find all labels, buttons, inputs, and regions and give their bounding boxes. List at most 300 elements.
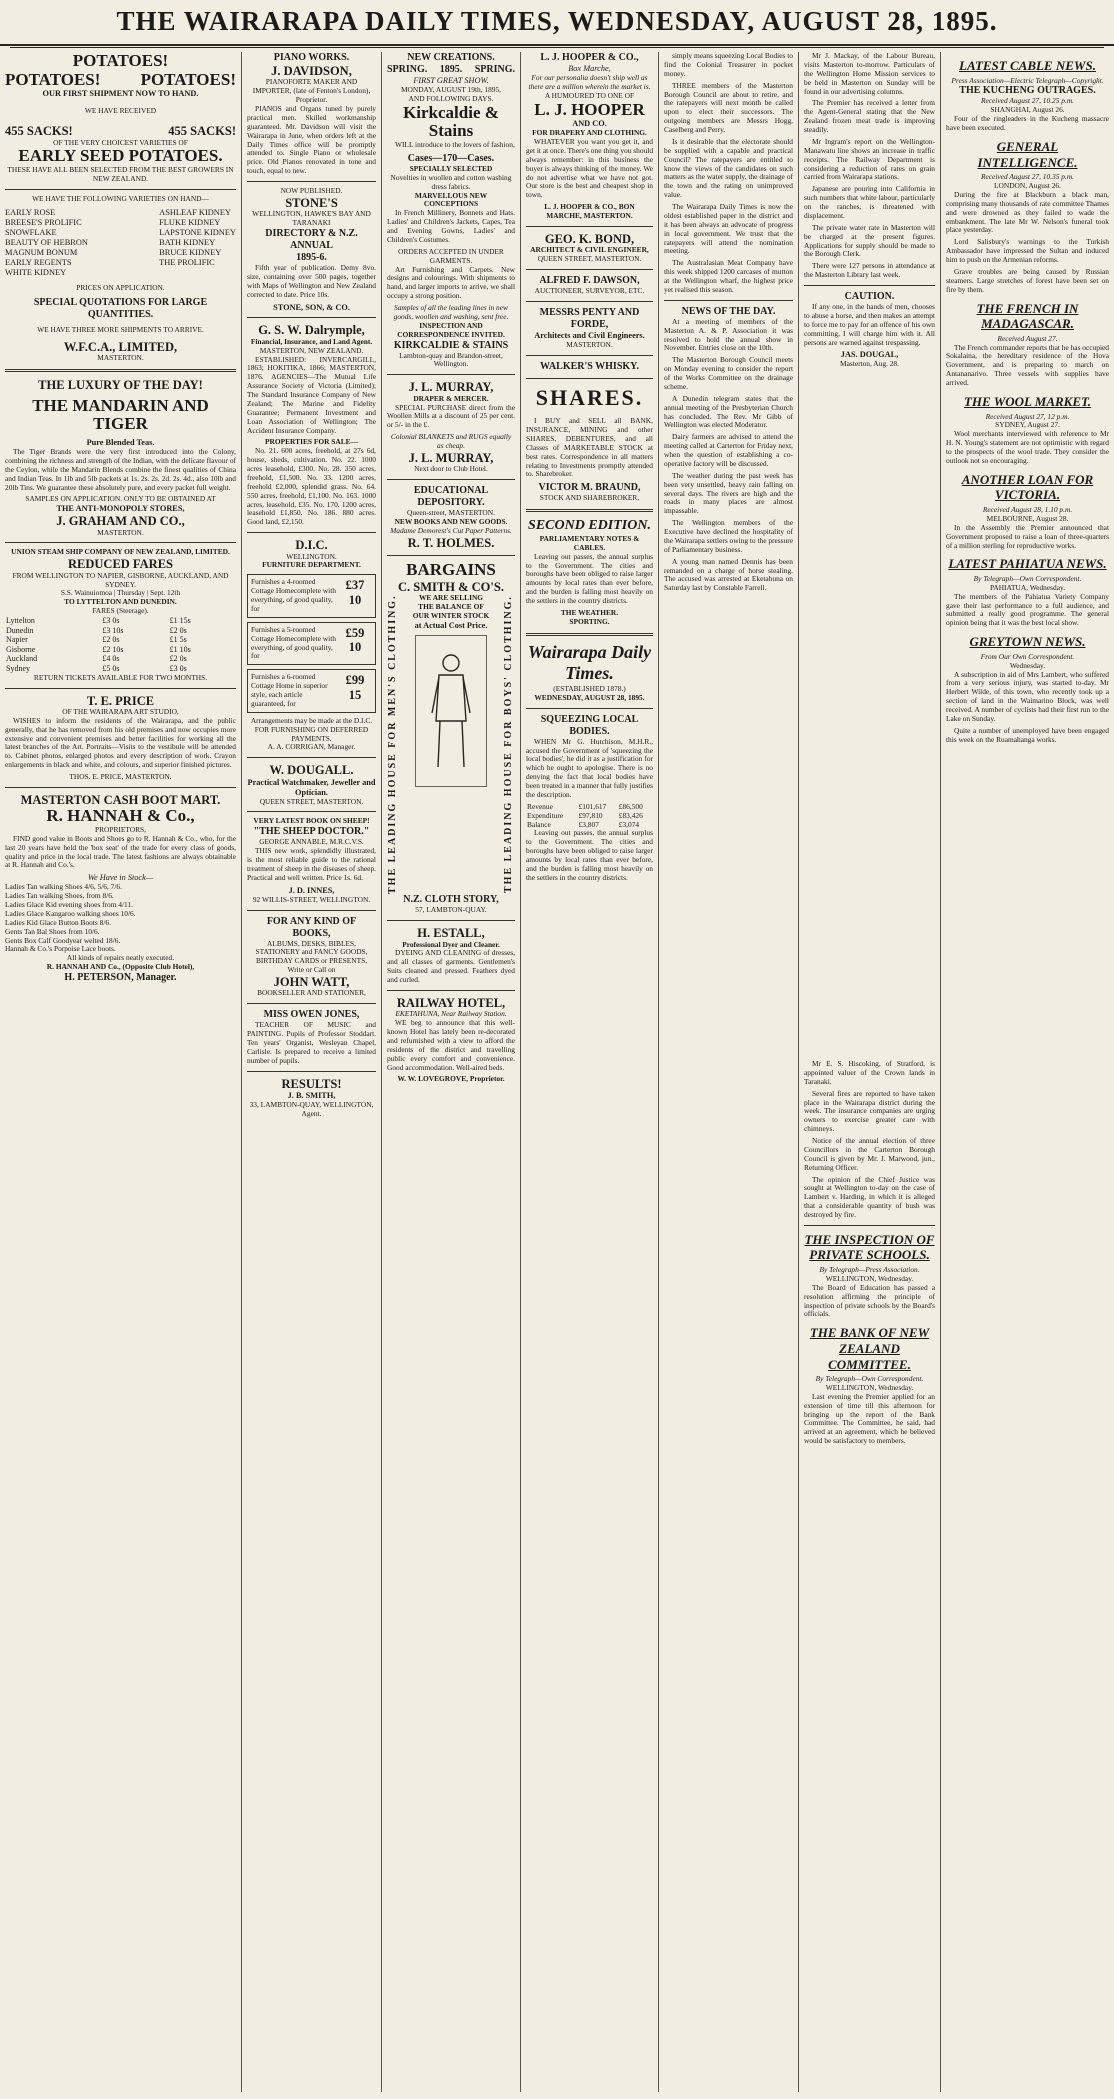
c-smith-heading: C. SMITH & CO'S. bbox=[398, 579, 504, 594]
watt-name: JOHN WATT, bbox=[273, 975, 350, 990]
sporting-heading: SPORTING. bbox=[569, 616, 610, 626]
divider bbox=[5, 787, 236, 788]
educational-address: Queen-street, MASTERTON. bbox=[407, 508, 495, 518]
murray-address: Next door to Club Hotel. bbox=[414, 464, 488, 474]
graham-name: J. GRAHAM AND CO., bbox=[56, 514, 185, 529]
sacks-row bbox=[5, 124, 236, 138]
dougal-sub: Masterton, Aug. 28. bbox=[840, 359, 899, 369]
dic-offer-text: Furnishes a 6-roomed Cottage Home in superior style, each article guaranteed, for bbox=[251, 672, 328, 708]
divider bbox=[247, 910, 376, 911]
variety-item: WHITE KIDNEY bbox=[5, 268, 67, 278]
specially-selected: SPECIALLY SELECTED bbox=[409, 163, 493, 173]
news-para: The Premier has received a letter from the Agent-General stating that the New Zealand frozen meat trade is improving steadily. bbox=[804, 98, 935, 134]
news-para: Several fires are reported to have taken place in the Wairarapa district during the week. The insurance companies are urging owners to exercise greater care with chimneys. bbox=[804, 1088, 935, 1134]
fare-saloon: £3 0s bbox=[102, 616, 120, 626]
hooper-footer: L. J. HOOPER & CO., BON MARCHE, MASTERTON. bbox=[544, 202, 635, 221]
news-para: Mr Ingram's report on the Wellington-Manawatu line shows an increase in traffic receipts. The Railway Department is considering a reduction of rates on grain carried from Wairarapa stations. bbox=[804, 136, 935, 182]
news-para: The opinion of the Chief Justice was sought at Wellington to-day on the case of Lambert v. Harding, in which it is alleged that a considerable quantity of bush was destroyed by fire. bbox=[804, 1174, 935, 1219]
divider bbox=[5, 189, 236, 190]
variety-item: LAPSTONE KIDNEY bbox=[159, 227, 236, 237]
column-2 bbox=[242, 52, 381, 2092]
from-wellington: FROM WELLINGTON TO NAPIER, GISBORNE, AUCKLAND, AND SYDNEY. bbox=[12, 570, 229, 589]
sheep-body: THIS new work, splendidly illustrated, is the most reliable guide to the rational treatment of sheep in the diseases of sheep. Practical and well written. Price 1s. 6d. bbox=[247, 846, 376, 882]
masthead-rule bbox=[10, 47, 1104, 48]
list-item: Ladies Glace Kangaroo walking shoes 10/6. bbox=[5, 908, 136, 918]
man-figure-icon bbox=[428, 651, 474, 771]
early-seed-heading: EARLY SEED POTATOES. bbox=[18, 146, 223, 166]
divider bbox=[387, 479, 515, 480]
railway-sub: EKETAHUNA, Near Railway Station. bbox=[395, 1009, 507, 1019]
fares-heading: FARES (Steerage). bbox=[92, 606, 149, 616]
bond-address: QUEEN STREET, MASTERTON. bbox=[537, 254, 642, 264]
samples-text: SAMPLES ON APPLICATION. ONLY TO BE OBTAINED AT bbox=[25, 494, 216, 504]
dic-note: Arrangements may be made at the D.I.C. FOR FURNISHING ON DEFERRED PAYMENTS. bbox=[250, 715, 373, 743]
filler-text: Leaving out passes, the annual surplus to the Government. The cities and boroughs have been obliged to raise larger amounts by local rates than ever before, and the burden is falling most heavily on the settlers in the country districts. bbox=[526, 551, 653, 606]
greytown-heading: GREYTOWN NEWS. bbox=[969, 634, 1086, 650]
nz-cloth-address: 57, LAMBTON-QUAY. bbox=[415, 905, 487, 915]
varieties-left-list bbox=[5, 208, 88, 279]
wfca-town: MASTERTON. bbox=[97, 353, 144, 363]
murray-body: SPECIAL PURCHASE direct from the Woollen Mills at a discount of 25 per cent. or 5/- in the £. bbox=[387, 402, 515, 430]
first-shipment: OUR FIRST SHIPMENT NOW TO HAND. bbox=[42, 89, 199, 99]
hooper-sub: Box Marche, bbox=[568, 64, 611, 73]
stones-title: STONE'S bbox=[285, 195, 338, 210]
nz-cloth-story: N.Z. CLOTH STORY, bbox=[403, 894, 499, 906]
column-8 bbox=[941, 52, 1114, 2092]
railway-hotel: RAILWAY HOTEL, bbox=[396, 995, 506, 1010]
dic-heading: D.I.C. bbox=[295, 538, 328, 553]
potatoes-left: POTATOES! bbox=[5, 69, 101, 89]
penty-address: MASTERTON. bbox=[566, 339, 613, 349]
news-para: The Masterton Borough Council meets on Monday evening to consider the report of the Works Committee on the drainage scheme. bbox=[664, 355, 793, 391]
varieties-heading: WE HAVE THE FOLLOWING VARIETIES ON HAND— bbox=[32, 193, 209, 203]
fare-saloon: £5 0s bbox=[102, 664, 120, 674]
show-date: MONDAY, AUGUST 19th, 1895, bbox=[400, 84, 502, 94]
dateline: PAHIATUA, Wednesday. bbox=[989, 582, 1066, 592]
fare-saloon: £2 10s bbox=[102, 644, 124, 654]
rate-value: £101,617 bbox=[578, 801, 607, 811]
now-published: NOW PUBLISHED. bbox=[280, 186, 343, 195]
fare-steerage: £2 0s bbox=[169, 654, 187, 664]
dic-offer-text: Furnishes a 4-roomed Cottage Homecomplete with everything, of good quality, for bbox=[251, 577, 336, 613]
hannah-prop: PROPRIETORS, bbox=[95, 824, 146, 834]
news-para: The Wellington members of the Executive have declined the hospitality of the Wairarapa settlers owing to the pressure of Parliamentary business. bbox=[664, 518, 793, 554]
properties-heading: PROPERTIES FOR SALE— bbox=[265, 437, 358, 447]
dic-offer bbox=[247, 574, 376, 618]
news-para: Mr J. Mackay, of the Labour Bureau, visits Masterton to-morrow. Particulars of the Wellington Home Mission services to be held in Masterton on Sunday will be found in our advertising columns. bbox=[804, 52, 935, 96]
variety-item: BREESE'S PROLIFIC bbox=[5, 217, 82, 227]
dougall-address: QUEEN STREET, MASTERTON. bbox=[259, 796, 364, 806]
rate-value: £86,500 bbox=[618, 801, 643, 811]
dalrymple-address: MASTERTON, NEW ZEALAND. bbox=[259, 345, 364, 355]
table-row bbox=[5, 654, 236, 664]
fare-port: Auckland bbox=[6, 654, 38, 664]
divider bbox=[247, 1003, 376, 1004]
watt-sub: BOOKSELLER AND STATIONER, bbox=[257, 988, 366, 998]
divider bbox=[387, 920, 515, 921]
list-item: Ladies Tan walking Shoes 4/6, 5/6, 7/6. bbox=[5, 882, 122, 892]
divider bbox=[247, 181, 376, 182]
news-para: The Australasian Meat Company have this week shipped 1200 carcases of mutton at the Wellington wharf, the highest price yet realised this season. bbox=[664, 258, 793, 294]
variety-item: THE PROLIFIC bbox=[159, 258, 215, 268]
wfca-name: W.F.C.A., LIMITED, bbox=[63, 340, 178, 355]
received-line: Received August 27, 10.25 p.m. bbox=[980, 96, 1075, 106]
sacks-right: 455 SACKS! bbox=[168, 124, 236, 139]
sailing-line: S.S. Wainuiomoa | Thursday | Sept. 12th bbox=[60, 588, 181, 598]
news-para: The weather during the past week has been very unsettled, heavy rain falling on several days. The rivers are high and the roads in many places are almost impassable. bbox=[664, 470, 793, 516]
fare-saloon: £2 0s bbox=[102, 635, 120, 645]
dateline: WELLINGTON, Wednesday. bbox=[825, 1382, 914, 1392]
dateline: WELLINGTON, Wednesday. bbox=[825, 1273, 914, 1283]
fares-table bbox=[5, 616, 236, 674]
varieties-list bbox=[5, 208, 236, 279]
murray-sub: DRAPER & MERCER. bbox=[413, 393, 489, 403]
lyttelton-heading: TO LYTTELTON AND DUNEDIN. bbox=[64, 597, 177, 607]
divider bbox=[387, 990, 515, 991]
variety-item: EARLY ROSE bbox=[5, 207, 56, 217]
news-para: A Dunedin telegram states that the annual meeting of the Presbyterian Church has concluded. The Rev. Mr Gibb of Wellington was elected Moderator. bbox=[664, 393, 793, 430]
kirkcaldie-name: Kirkcaldie & Stains bbox=[403, 102, 499, 141]
owen-heading: MISS OWEN JONES, bbox=[263, 1009, 360, 1021]
fare-port: Sydney bbox=[6, 664, 30, 674]
cable-para: In the Assembly the Premier announced that Government proposed to raise a loan of three-quarters of a million sterling for reproductive works. bbox=[946, 522, 1109, 550]
hannah-address: R. HANNAH AND Co., (Opposite Club Hotel), bbox=[46, 962, 195, 972]
newspaper-title: THE WAIRARAPA DAILY TIMES, WEDNESDAY, AUGUST 28, 1895. bbox=[116, 6, 998, 36]
clothing-ad-block bbox=[387, 594, 515, 894]
list-item: Gents Tan Bal Shoes from 10/6. bbox=[5, 926, 100, 936]
price-sub: OF THE WAIRARAPA ART STUDIO, bbox=[62, 706, 179, 716]
divider bbox=[526, 226, 653, 227]
divider bbox=[5, 688, 236, 689]
innes-name: J. D. INNES, bbox=[288, 885, 335, 895]
divider bbox=[387, 555, 515, 556]
dateline: SHANGHAI, August 26. bbox=[990, 105, 1065, 115]
kirkcaldie-body-3: Art Furnishing and Carpets. New designs and colourings. With shipments to hand, and larger imports to arrive, we shall occupy a strong position. bbox=[387, 264, 515, 301]
dic-sub: WELLINGTON. bbox=[286, 551, 337, 561]
list-item: Ladies Tan walking Shoes, from 8/6. bbox=[5, 891, 114, 901]
return-tickets: RETURN TICKETS AVAILABLE FOR TWO MONTHS. bbox=[33, 672, 208, 682]
cable-by: Press Association—Electric Telegraph—Copyright. bbox=[951, 75, 1104, 85]
braund-name: VICTOR M. BRAUND, bbox=[538, 482, 641, 494]
fare-saloon: £3 10s bbox=[102, 625, 124, 635]
dougal-name: JAS. DOUGAL, bbox=[840, 350, 899, 360]
cases-heading: Cases—170—Cases. bbox=[407, 152, 495, 164]
rate-label: Revenue bbox=[527, 801, 553, 811]
dawson-sub: AUCTIONEER, SURVEYOR, ETC. bbox=[534, 286, 645, 296]
dic-offer bbox=[247, 669, 376, 713]
hooper-co: AND CO. bbox=[572, 119, 607, 129]
price-heading: T. E. PRICE bbox=[86, 693, 155, 708]
estall-sub: Professional Dyer and Cleaner. bbox=[402, 939, 500, 949]
graham-town: MASTERTON. bbox=[97, 527, 144, 537]
news-para: Notice of the annual election of three Councillors in the Carterton Borough Council is given by Mr. J. Marwood, jun., Returning Officer. bbox=[804, 1136, 935, 1172]
directory-title: DIRECTORY & N.Z. ANNUAL bbox=[265, 228, 358, 251]
shares-body: I BUY and SELL all BANK, INSURANCE, MINING and other SHARES, DEBENTURES, and all Classes of MARKETABLE STOCK at best rates. Correspondence in all matters relating to Investments promptly attended to. Sharebroker. bbox=[526, 416, 653, 479]
price-name: THOS. E. PRICE, MASTERTON. bbox=[69, 772, 172, 782]
divider bbox=[664, 300, 793, 301]
following-days: AND FOLLOWING DAYS. bbox=[408, 93, 494, 103]
demorest: Madame Demorest's Cut Paper Patterns. bbox=[390, 525, 512, 535]
prices-text: PRICES ON APPLICATION. bbox=[76, 283, 165, 293]
union-ss: UNION STEAM SHIP COMPANY OF NEW ZEALAND, LIMITED. bbox=[11, 547, 230, 557]
received-line: Received August 27. bbox=[997, 333, 1058, 343]
editorial-para: WHEN Mr G. Hutchison, M.H.R., accused the Government of 'squeezing the local bodies', he did it as a justification for which he ought to apologise. There is no denying the fact that local bodies have been treated in a manner that fully justifies the description. bbox=[526, 736, 653, 799]
holmes-name: R. T. HOLMES. bbox=[407, 535, 495, 550]
news-para: The private water rate in Masterton will be charged at the present figures. Applications for supply should be made to the Borough Clerk. bbox=[804, 222, 935, 259]
samples-text: Samples of all the leading lines in new goods, woollen and washing, sent free. bbox=[393, 303, 509, 321]
murray-name: J. L. MURRAY, bbox=[408, 380, 494, 395]
humoured: A HUMOURED TO ONE OF bbox=[544, 90, 635, 100]
cable-heading: PARLIAMENTARY NOTES & CABLES. bbox=[539, 533, 640, 552]
list-item: Gents Box Calf Goodyear welted 18/6. bbox=[5, 935, 121, 945]
divider bbox=[526, 378, 653, 379]
established: (ESTABLISHED 1878.) bbox=[553, 683, 626, 693]
news-para: THREE members of the Masterton Borough Council are about to retire, and the ratepayers will next month be called upon to elect their successors. The outgoing members are Messrs Hogg, Caselberg and Perry. bbox=[664, 80, 793, 134]
cable-para: Grave troubles are being caused by Russian steamers. Large stretches of forest have been set on fire by them. bbox=[946, 266, 1109, 294]
cable-para: Four of the ringleaders in the Kucheng massacre have been executed. bbox=[946, 114, 1109, 133]
fare-steerage: £1 15s bbox=[169, 616, 191, 626]
fare-steerage: £2 0s bbox=[169, 625, 187, 635]
sacks-left: 455 SACKS! bbox=[5, 124, 73, 139]
cable-para: During the fire at Blackburn a black man, comprising many thousands of rate committee Thames and were drowned as they failed to wade the embankment. The late Mr W. Nelson's funeral took place yesterday. bbox=[946, 189, 1109, 235]
kirkcaldie-address: Lambton-quay and Brandon-street, Wellington. bbox=[399, 350, 503, 369]
potatoes-heading: POTATOES! bbox=[72, 52, 169, 70]
estall-name: H. ESTALL, bbox=[417, 926, 485, 941]
stock-list bbox=[5, 883, 236, 954]
fare-port: Dunedin bbox=[6, 625, 34, 635]
rate-value: £3,074 bbox=[618, 819, 640, 829]
bargains-heading: BARGAINS bbox=[406, 560, 496, 580]
orders-text: ORDERS ACCEPTED IN UNDER GARMENTS. bbox=[398, 246, 504, 265]
loan-heading: ANOTHER LOAN FOR VICTORIA. bbox=[961, 471, 1094, 503]
dougall-sub: Practical Watchmaker, Jeweller and Optician. bbox=[247, 777, 376, 797]
news-para: Dairy farmers are advised to attend the meeting called at Carterton for Friday next, when the question of establishing a co-operative factory will be discussed. bbox=[664, 432, 793, 468]
cable-para: Quite a number of unemployed have been engaged this week on the Ruamahanga works. bbox=[946, 725, 1109, 744]
kirkcaldie-body: WILL introduce to the lovers of fashion, bbox=[395, 140, 515, 150]
smith-address: 33, LAMBTON-QUAY, WELLINGTON, Agent. bbox=[249, 1100, 374, 1118]
table-row bbox=[5, 635, 236, 645]
column-4 bbox=[521, 52, 658, 2092]
cable-para: The French commander reports that he has occupied Sokalaina, the hereditary residence of the Hova Government, and is preparing to march on Antananarivo. Three vessels with supplies have arrived. bbox=[946, 342, 1109, 388]
news-para: There were 127 persons in attendance at the Masterton Library last week. bbox=[804, 261, 935, 280]
hooper-big: L. J. HOOPER bbox=[534, 99, 645, 119]
news-para: The Wairarapa Daily Times is now the oldest established paper in the district and it has been always an advocate of progress in local government. We trust that the ratepayers will attend the nomination meeting. bbox=[664, 202, 793, 256]
french-heading: THE FRENCH IN MADAGASCAR. bbox=[976, 300, 1079, 332]
received-line: Received August 27, 12 p.m. bbox=[985, 411, 1070, 421]
actual-cost: at Actual Cost Price. bbox=[414, 620, 488, 630]
received-line: Received August 28, 1.10 p.m. bbox=[982, 505, 1073, 514]
dougall-name: W. DOUGALL. bbox=[269, 763, 354, 778]
winter-stock-block bbox=[411, 594, 491, 894]
spring-left: SPRING. bbox=[387, 64, 428, 75]
books-heading: FOR ANY KIND OF BOOKS, bbox=[266, 915, 357, 939]
news-para: The Board of Education has passed a resolution affirming the principle of inspection of private schools by the Board's officials. bbox=[804, 1282, 935, 1319]
shares-heading: SHARES. bbox=[535, 384, 644, 410]
mandarin-body: The Tiger Brands were the very first introduced into the Colony, combining the richness and strength of the Indian, with the delicate flavour of the Ceylon, while the Mandarin Blends combine the finest qualities of China and Indian Teas. In 1lb and 5lb packets at 1s. 2s. 2s. 2d. 2s. 4d., also 10lb and 20lb Tins. We guarantee these absolutely pure, and every packet full weight. bbox=[5, 447, 236, 492]
caution-body: If any one, in the hands of men, chooses to abuse a horse, and then makes an attempt to force me to pay for an offence of his own committing, I will charge him with it. All persons are warned against trespassing. bbox=[804, 302, 935, 347]
davidson-body: PIANOS and Organs tuned by purely practical men. Skilled workmanship guaranteed. Mr. Davidson will visit the Wairarapa in June, when orders left at the Daily Times office will be promptly attended to. Single Piano or wholesale price. Old Pianos renovated in tone and touch, equal to new. bbox=[247, 104, 376, 176]
stones-sub: WELLINGTON, HAWKE'S BAY AND TARANAKI bbox=[252, 209, 371, 228]
wool-heading: THE WOOL MARKET. bbox=[963, 393, 1092, 409]
railway-body: WE beg to announce that this well-known Hotel has lately been re-decorated and refurnished with a view to afford the residents of the district and travelling public every comfort and convenience. Good accommodation. Well-aired beds. bbox=[387, 1018, 515, 1072]
cable-para: The members of the Pahiatua Variety Company gave their last performance to a full audience, and submitted a really good programme. The general opinion being that it was the best local show. bbox=[946, 591, 1109, 628]
divider bbox=[804, 1225, 935, 1226]
divider bbox=[526, 355, 653, 356]
dated: WEDNESDAY, AUGUST 28, 1895. bbox=[534, 692, 645, 702]
novelties: Novelties in woollen and cotton washing dress fabrics. bbox=[390, 172, 512, 191]
dateline: SYDNEY, August 27. bbox=[995, 420, 1060, 430]
divider bbox=[247, 532, 376, 533]
smith-name: J. B. SMITH, bbox=[287, 1091, 336, 1101]
divider bbox=[5, 542, 236, 543]
lovegrove: W. W. LOVEGROVE, Proprietor. bbox=[397, 1074, 505, 1084]
potatoes-row bbox=[5, 71, 236, 90]
fare-steerage: £1 5s bbox=[169, 635, 187, 645]
rate-value: £83,426 bbox=[618, 810, 643, 820]
pahiatua-heading: LATEST PAHIATUA NEWS. bbox=[948, 556, 1107, 572]
luxury-heading: THE LUXURY OF THE DAY! bbox=[38, 378, 203, 393]
variety-item: BRUCE KIDNEY bbox=[159, 248, 222, 258]
innes-address: 92 WILLIS-STREET, WELLINGTON. bbox=[252, 894, 371, 904]
books-body: ALBUMS, DESKS, BIBLES, STATIONERY and FANCY GOODS, BIRTHDAY CARDS or PRESENTS, Write or Call on bbox=[255, 938, 368, 975]
squeezing-heading: SQUEEZING LOCAL BODIES. bbox=[540, 713, 639, 737]
reduced-fares: REDUCED FARES bbox=[68, 557, 173, 572]
table-row bbox=[5, 645, 236, 655]
walker-whisky: WALKER'S WHISKY. bbox=[540, 360, 639, 372]
wdt-title: Wairarapa Daily Times. bbox=[527, 641, 652, 684]
news-para: Japanese are pouring into California in such numbers that white labour, particularly on the ranches, is threatened with displacement. bbox=[804, 184, 935, 220]
dic-offer bbox=[247, 622, 376, 666]
bond-sub: ARCHITECT & CIVIL ENGINEER, bbox=[530, 245, 649, 255]
fare-saloon: £4 0s bbox=[102, 654, 120, 664]
properties-body: No. 21. 600 acres, freehold, at 27s 6d, house, sheds, cultivation. No. 22. 1000 acres leasehold, £300. No. 28. 350 acres, freehold, £1,500. No. 33. 1200 acres, freehold £2,000, splendid grass. No. 64. 550 acres, freehold, £1,100. No. 163. 1000 acres, leasehold, £35. No. 170. 1200 acres, leasehold £1,850. No. 186. 880 acres. Good land, £2,150. bbox=[247, 446, 376, 527]
byline: By Telegraph—Press Association. bbox=[819, 1265, 920, 1275]
have-in-stock: We Have in Stock— bbox=[87, 873, 154, 883]
all-kinds: All kinds of repairs neatly executed. bbox=[66, 953, 175, 963]
fare-port: Napier bbox=[6, 635, 28, 645]
penty-name: MESSRS PENTY AND FORDE, bbox=[539, 306, 640, 330]
boys-clothing-vertical: THE LEADING HOUSE FOR BOYS' CLOTHING. bbox=[503, 595, 514, 894]
selected-text: THESE HAVE ALL BEEN SELECTED FROM THE BEST GROWERS IN NEW ZEALAND. bbox=[7, 165, 234, 184]
new-books: NEW BOOKS AND NEW GOODS. bbox=[394, 517, 508, 527]
varieties-right-list bbox=[159, 208, 236, 279]
sheep-title: "THE SHEEP DOCTOR." bbox=[253, 826, 370, 838]
hooper-line: For our personalia doesn't ship well as there are a million wherein the market is. bbox=[528, 72, 651, 91]
choicest-text: OF THE VERY CHOICEST VARIETIES OF bbox=[53, 137, 188, 147]
variety-item: SNOWFLAKE bbox=[5, 227, 57, 237]
fare-port: Gisborne bbox=[6, 644, 36, 654]
divider bbox=[526, 633, 653, 636]
peterson-manager: H. PETERSON, Manager. bbox=[64, 972, 177, 984]
list-item: Ladies Glace Kid evening shoes from 4/11. bbox=[5, 900, 134, 910]
news-para: Is it desirable that the electorate should be supplied with a capable and practical Council? The ratepayers are entitled to know the views of the candidates on such matters as the water supply, the drainage of the town and the rating on unimproved value. bbox=[664, 136, 793, 200]
dic-offer-price: £59 10 bbox=[345, 625, 365, 655]
murray-name-2: J. L. MURRAY, bbox=[408, 450, 494, 465]
kirkcaldie-footer: KIRKCALDIE & STAINS bbox=[393, 339, 509, 351]
column-1 bbox=[0, 52, 241, 2092]
directory-body: Fifth year of publication. Demy 8vo. size, containing over 500 pages, together with Maps of Wellington and New Zealand corrected to date. Price 10s. bbox=[247, 263, 376, 299]
divider bbox=[526, 509, 653, 512]
dateline: LONDON, August 26. bbox=[994, 181, 1061, 191]
news-of-day: NEWS OF THE DAY. bbox=[681, 305, 776, 317]
divider bbox=[387, 374, 515, 375]
first-great-show: FIRST GREAT SHOW. bbox=[413, 76, 489, 85]
news-para: At a meeting of members of the Masterton A. & P. Association it was resolved to hold the annual show in November. Entries close on the 10th. bbox=[664, 316, 793, 353]
caution-heading: CAUTION. bbox=[844, 291, 895, 302]
news-para: Last evening the Premier applied for an extension of time till this afternoon for bringing up the report of the Bank Committee. The Committee, he said, had arrived at an agreement, which he believed would be satisfactory to members. bbox=[804, 1391, 935, 1446]
cable-para: A subscription in aid of Mrs Lambert, who suffered from a very serious injury, was started to-day. Mr Herbert Wilde, of this town, who recently took up a section of land in the Waimarino Block, was well received. A number of cyclists had their first run to the Lake on Sunday. bbox=[946, 669, 1109, 723]
mandarin-heading: THE MANDARIN AND TIGER bbox=[32, 395, 209, 434]
list-item: Ladies Kid Glace Button Boots 8/6. bbox=[5, 917, 111, 927]
general-heading: GENERAL INTELLIGENCE. bbox=[977, 138, 1078, 170]
winter-stock-heading: WE ARE SELLING THE BALANCE OF OUR WINTER STOCK bbox=[412, 593, 490, 621]
received-line: Received August 27, 10.35 p.m. bbox=[980, 172, 1075, 182]
weather-heading: THE WEATHER. bbox=[560, 607, 619, 617]
dic-offer-text: Furnishes a 5-roomed Cottage Homecomplete with everything, of good quality, for bbox=[251, 624, 336, 661]
cable-para: Wool merchants interviewed with reference to Mr H. N. Young's statement are not optimistic with regard to the prospects of the wool trade. They consider the outlook not so encouraging. bbox=[946, 429, 1109, 465]
divider bbox=[247, 757, 376, 758]
inspection-text: INSPECTION AND CORRESPONDENCE INVITED. bbox=[397, 320, 505, 339]
figure-illustration bbox=[415, 635, 487, 787]
kirkcaldie-body-2: In French Millinery, Bonnets and Hats. Ladies' and Children's Jackets, Capes, Tea and Evening Gowns, Ladies' and Children's Costumes. bbox=[387, 208, 515, 244]
dic-offer-price: £37 10 bbox=[345, 578, 365, 607]
dic-manager: A. A. CORRIGAN, Manager. bbox=[267, 742, 356, 752]
kucheng-heading: THE KUCHENG OUTRAGES. bbox=[959, 85, 1096, 97]
divider bbox=[247, 317, 376, 318]
variety-item: EARLY REGENTS bbox=[5, 258, 72, 268]
hooper-body: WHATEVER you want you get it, and get it at once. There's one thing you should always remember: in this business the buyer is always thinking of the money. We do not advertise what we have not got. Our store is the best and cheapest shop in town. bbox=[526, 137, 654, 200]
column-5 bbox=[659, 52, 798, 2092]
bond-name: GEO. K. BOND, bbox=[544, 231, 635, 246]
variety-item: MAGNUM BONUM bbox=[5, 248, 78, 258]
mens-clothing-vertical: THE LEADING HOUSE FOR MEN'S CLOTHING. bbox=[387, 594, 398, 895]
divider bbox=[526, 301, 653, 302]
column-7 bbox=[799, 1060, 940, 2090]
news-para: Mr E. S. Hiscoking, of Stratford, is appointed valuer of the Crown lands in Taranaki. bbox=[804, 1060, 935, 1086]
table-row bbox=[5, 626, 236, 636]
rates-table bbox=[526, 803, 653, 830]
marvellous: MARVELLOUS NEW CONCEPTIONS bbox=[414, 190, 488, 209]
penty-sub: Architects and Civil Engineers. bbox=[534, 330, 645, 340]
cash-boot-heading: MASTERTON CASH BOOT MART. bbox=[20, 792, 221, 807]
directory-years: 1895-6. bbox=[296, 252, 327, 263]
divider bbox=[526, 708, 653, 709]
estall-body: DYEING AND CLEANING of dresses, and all classes of garments. Gentlemen's Suits cleaned and pressed. Feathers dyed and curled. bbox=[387, 948, 515, 985]
dalrymple-name: G. S. W. Dalrymple, bbox=[258, 323, 365, 338]
divider bbox=[247, 1071, 376, 1072]
educational-depository: EDUCATIONAL DEPOSITORY. bbox=[413, 485, 489, 509]
sheep-author: GEORGE ANNABLE, M.R.C.V.S. bbox=[259, 837, 364, 847]
rate-label: Balance bbox=[527, 819, 551, 829]
divider bbox=[5, 369, 236, 372]
more-shipments: WE HAVE THREE MORE SHIPMENTS TO ARRIVE. bbox=[37, 325, 204, 335]
blankets-text: Colonial BLANKETS and RUGS equally as cheap. bbox=[390, 432, 512, 451]
price-body: WISHES to inform the residents of the Wairarapa, and the public generally, that he has removed from his old premises and now occupies more extensive and convenient premises and better facilities for working all the latest branches of the Art. Portraits—Visits to the vestibule will be attended to. Cabinet photos, enlarged photos and every description of work. Crayon enlargements in black and white, and colours, and superior finished pictures. bbox=[5, 715, 236, 770]
rate-label: Expenditure bbox=[527, 810, 564, 820]
cable-heading: LATEST CABLE NEWS. bbox=[959, 58, 1096, 73]
inspection-heading: THE INSPECTION OF PRIVATE SCHOOLS. bbox=[804, 1231, 935, 1263]
hooper-heading: L. J. HOOPER & CO., bbox=[540, 52, 639, 63]
spring-row bbox=[387, 64, 515, 76]
hannah-name: R. HANNAH & Co., bbox=[46, 806, 195, 826]
pure-tea: Pure Blended Teas. bbox=[86, 438, 155, 448]
special-quotations: SPECIAL QUOTATIONS FOR LARGE QUANTITIES. bbox=[33, 297, 208, 321]
sheep-heading: VERY LATEST BOOK ON SHEEP! bbox=[253, 816, 370, 826]
rate-value: £97,810 bbox=[578, 810, 603, 820]
divider bbox=[526, 269, 653, 270]
stone-co: STONE, SON, & CO. bbox=[273, 302, 350, 312]
results-heading: RESULTS! bbox=[281, 1076, 342, 1091]
